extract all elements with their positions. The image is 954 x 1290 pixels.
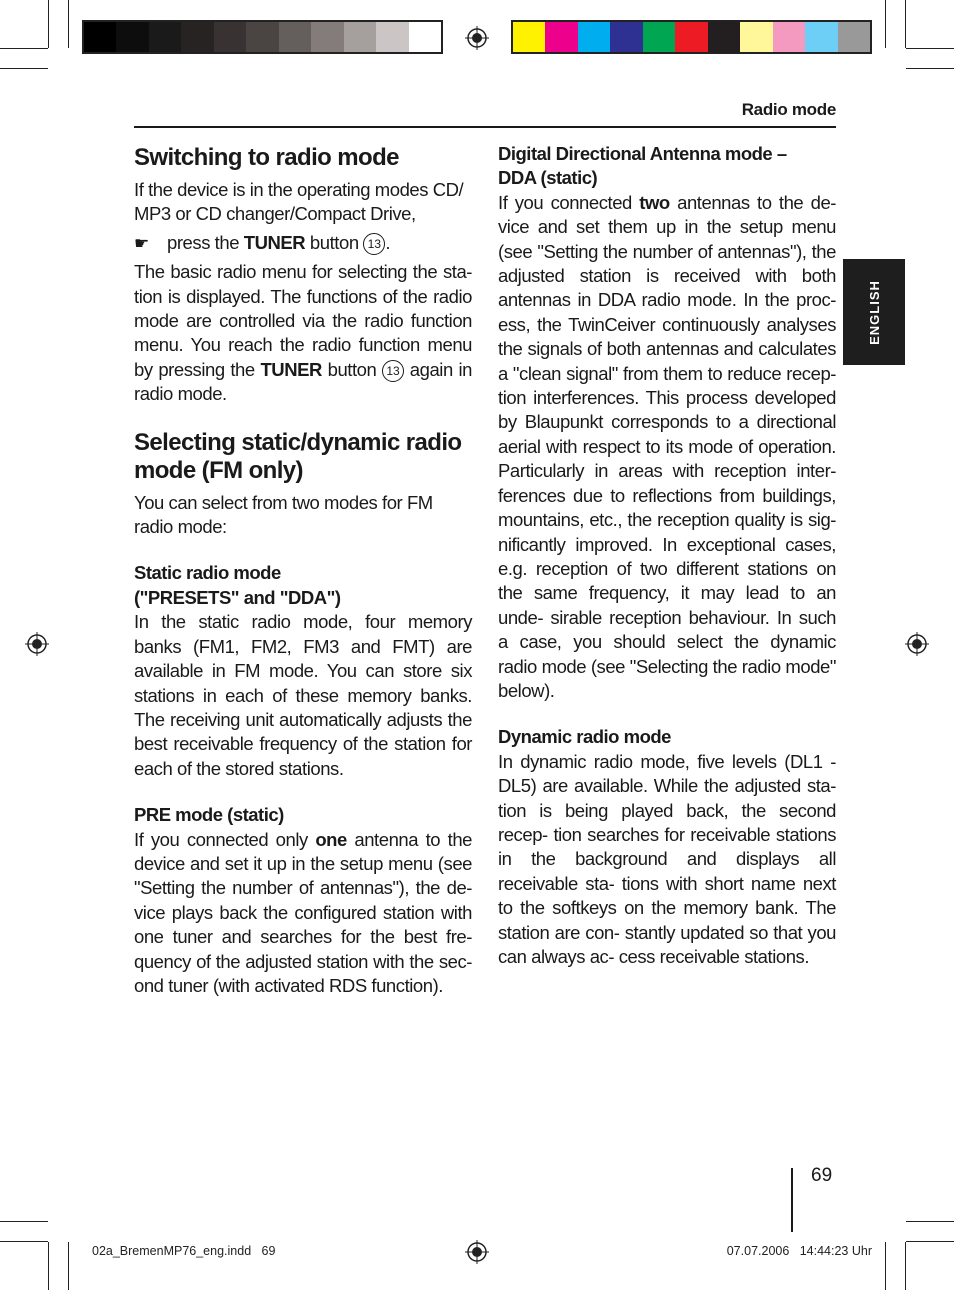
color-swatch-bar [511, 20, 872, 54]
crop-mark [0, 68, 48, 69]
paragraph-pre: If you connected only one antenna to the device and set it up in the setup menu (see "Setting the number of antennas"), the de- vice plays back the configured station with one tuner and searches for the best fre- quency of the adjusted station with the sec- ond tuner (with activated RDS function). [134, 828, 472, 996]
color-swatch [643, 22, 675, 52]
crop-mark [905, 1242, 906, 1290]
page-number-rule [791, 1168, 793, 1232]
color-swatch [376, 22, 408, 52]
crop-mark [906, 68, 954, 69]
color-swatch [246, 22, 278, 52]
crop-mark [906, 48, 954, 49]
paragraph-dynamic: In dynamic radio mode, five levels (DL1 - DL5) are available. While the adjusted sta- tion is being played back, the second recep- tion searches for receivable stations in the background and displays all receivable sta- tions with short name next to the softkeys on the memory bank. The station are con- stantly updated so that you can always ac- cess receivable stations. [498, 750, 836, 967]
color-swatch [773, 22, 805, 52]
page-number: 69 [811, 1165, 833, 1186]
heading-dynamic-mode: Dynamic radio mode [498, 726, 671, 748]
paragraph-intro: If the device is in the operating modes CD/ MP3 or CD changer/Compact Drive, [134, 179, 464, 225]
heading-switching: Switching to radio mode [134, 144, 399, 171]
slug-date: 07.07.2006 14:44:23 Uhr [726, 1244, 872, 1258]
color-swatch [545, 22, 577, 52]
crop-mark [905, 0, 906, 48]
color-swatch [311, 22, 343, 52]
crop-mark [885, 0, 886, 48]
crop-mark [68, 0, 69, 48]
header-rule [134, 126, 836, 128]
crop-mark [0, 1241, 48, 1242]
registration-mark-icon [465, 1240, 489, 1264]
crop-mark [48, 1242, 49, 1290]
slug-filename: 02a_BremenMP76_eng.indd 69 [92, 1244, 276, 1258]
color-swatch [409, 22, 441, 52]
heading-static-mode: Static radio mode ("PRESETS" and "DDA") [134, 562, 341, 608]
crop-mark [885, 1242, 886, 1290]
heading-dda-mode: Digital Directional Antenna mode – DDA (static) [498, 143, 787, 189]
color-swatch [181, 22, 213, 52]
paragraph-dda: If you connected two antennas to the de- vice and set them up in the setup menu (see "Setting the number of antennas"), the adjusted station is received with both antennas in DDA radio mode. In the proc- ess, the TwinCeiver continuously analyses the signals of both antennas and calculates a "clean signal" from them to reduce recep- tion interferences. This process developed by Blaupunkt corresponds to a directional aerial with respect to its mode of operation. Particularly in areas with reception inter- ferences due to reflections from buildings, mountains, etc., the reception quality is sig- nificantly improved. In exceptional cases, e.g. reception of two different stations on the same frequency, it may lead to an unde- sirable reception behaviour. In such a case, you should select the dynamic radio mode (see "Selecting the radio mode" below). [498, 191, 836, 701]
color-swatch [578, 22, 610, 52]
paragraph-select: You can select from two modes for FM radio mode: [134, 491, 433, 538]
color-swatch [149, 22, 181, 52]
color-swatch [84, 22, 116, 52]
pointing-hand-icon: ☛ [134, 233, 149, 253]
crop-mark [0, 48, 48, 49]
color-swatch [675, 22, 707, 52]
registration-mark-icon [25, 632, 49, 656]
color-swatch [740, 22, 772, 52]
color-swatch [513, 22, 545, 52]
crop-mark [68, 1242, 69, 1290]
heading-pre-mode: PRE mode (static) [134, 804, 284, 826]
button-ref-13: 13 [363, 233, 385, 255]
color-swatch [708, 22, 740, 52]
color-swatch [344, 22, 376, 52]
language-tab-label: ENGLISH [866, 279, 882, 345]
left-column [134, 140, 472, 998]
heading-selecting: Selecting static/dynamic radio mode (FM only) [134, 428, 462, 484]
color-swatch [214, 22, 246, 52]
registration-mark-icon [465, 26, 489, 50]
gray-swatch-bar [82, 20, 443, 54]
color-swatch [838, 22, 870, 52]
running-head: Radio mode [741, 100, 836, 119]
paragraph-basic-menu: The basic radio menu for selecting the sta- tion is displayed. The functions of the radio mode are controlled via the radio function menu. You reach the radio function menu by pressing the TUNER button 13 again in radio mode. [134, 261, 472, 405]
crop-mark [906, 1221, 954, 1222]
instruction-text: press the TUNER button 13 . [167, 231, 391, 253]
crop-mark [0, 1221, 48, 1222]
instruction-bullet [134, 231, 472, 256]
button-ref-13: 13 [382, 360, 404, 382]
paragraph-static: In the static radio mode, four memory banks (FM1, FM2, FM3 and FMT) are available in FM mode. You can store six stations in each of these memory banks. The receiving unit automatically adjusts the best receivable frequency of the station for each of the stored stations. [134, 611, 472, 779]
color-swatch [279, 22, 311, 52]
registration-mark-icon [905, 632, 929, 656]
right-column [498, 142, 836, 969]
tuner-key-label: TUNER [243, 231, 306, 253]
crop-mark [48, 0, 49, 48]
crop-mark [906, 1241, 954, 1242]
color-swatch [116, 22, 148, 52]
color-swatch [610, 22, 642, 52]
color-swatch [805, 22, 837, 52]
